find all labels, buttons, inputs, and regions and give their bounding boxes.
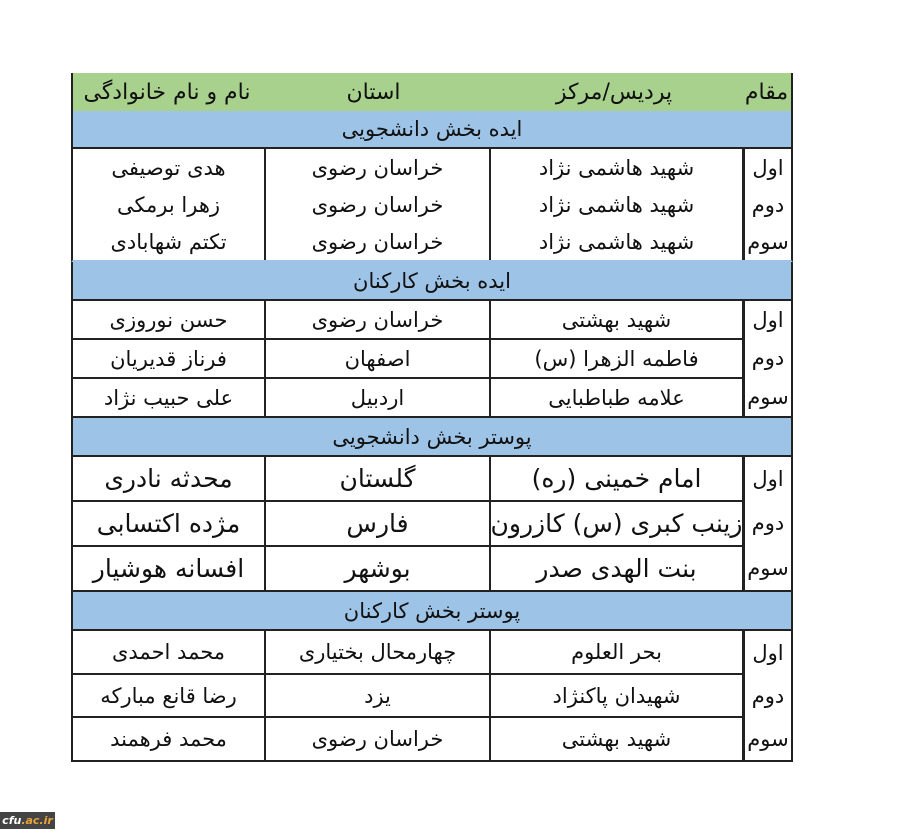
header-campus: پردیس/مرکز (555, 79, 673, 105)
rank-cell: اول (752, 467, 784, 492)
province-cell: خراسان رضوی (264, 149, 489, 186)
campus-cell: علامه طباطبایی (489, 379, 742, 416)
rank-cell: دوم (751, 346, 785, 371)
rank-column (742, 631, 791, 760)
name-cell: محمد احمدی (111, 639, 226, 664)
header-rank: مقام (744, 79, 789, 105)
campus-cell: امام خمینی (ره) (489, 457, 742, 500)
name-cell: هدی توصیفی (111, 155, 226, 180)
table-row (73, 545, 742, 590)
rank-cell: سوم (747, 726, 789, 751)
province-cell: فارس (264, 502, 489, 545)
name-cell: محمد فرهمند (110, 727, 227, 752)
watermark-part1: cfu (2, 814, 22, 827)
province-cell: خراسان رضوی (264, 186, 489, 223)
rank-cell: اول (752, 308, 784, 333)
site-watermark-logo (0, 812, 55, 829)
campus-cell: شهید هاشمی نژاد (489, 186, 742, 223)
rank-column (742, 457, 791, 590)
table-header (71, 73, 793, 111)
table-row (73, 223, 742, 260)
province-cell: بوشهر (264, 547, 489, 590)
table-row (73, 457, 742, 500)
campus-cell: شهید بهشتی (489, 301, 742, 338)
rank-cell: دوم (751, 192, 785, 217)
results-table (71, 73, 793, 762)
section-title: پوستر بخش دانشجویی (71, 418, 793, 457)
section-body (71, 457, 793, 592)
name-cell: محدثه نادری (104, 464, 233, 493)
table-row (73, 716, 742, 760)
province-cell: چهارمحال بختیاری (264, 631, 489, 673)
campus-cell: بنت الهدی صدر (489, 547, 742, 590)
table-row (73, 673, 742, 717)
rank-column (742, 149, 791, 260)
name-cell: افسانه هوشیار (92, 554, 245, 583)
table-row (73, 500, 742, 545)
rank-cell: سوم (747, 555, 789, 580)
header-province: استان (346, 79, 401, 105)
name-cell: حسن نوروزی (109, 307, 228, 332)
rank-cell: دوم (751, 683, 785, 708)
province-cell: یزد (264, 675, 489, 717)
section-body (71, 149, 793, 262)
table-row (73, 377, 742, 416)
name-cell: زهرا برمکی (116, 192, 221, 217)
table-row (73, 186, 742, 223)
province-cell: خراسان رضوی (264, 223, 489, 260)
name-cell: مژده اکتسابی (96, 509, 241, 538)
rank-cell: سوم (747, 229, 789, 254)
rank-cell: اول (752, 640, 784, 665)
name-cell: علی حبیب نژاد (103, 385, 234, 410)
province-cell: اردبیل (264, 379, 489, 416)
section-title: ایده بخش کارکنان (71, 262, 793, 301)
campus-cell: شهیدان پاکنژاد (489, 675, 742, 717)
name-cell: تکتم شهابادی (110, 229, 227, 254)
campus-cell: شهید هاشمی نژاد (489, 223, 742, 260)
rank-cell: سوم (747, 384, 789, 409)
section-title: پوستر بخش کارکنان (71, 592, 793, 631)
table-row (73, 149, 742, 186)
header-name: نام و نام خانوادگی (83, 79, 251, 105)
section-body (71, 301, 793, 418)
table-row (73, 338, 742, 377)
table-row (73, 631, 742, 673)
table-row (73, 301, 742, 338)
section-title: ایده بخش دانشجویی (71, 111, 793, 149)
rank-column (742, 301, 791, 416)
campus-cell: بحر العلوم (489, 631, 742, 673)
watermark-part2: .ac.ir (21, 814, 53, 827)
province-cell: اصفهان (264, 340, 489, 377)
province-cell: خراسان رضوی (264, 301, 489, 338)
campus-cell: شهید هاشمی نژاد (489, 149, 742, 186)
campus-cell: فاطمه الزهرا (س) (489, 340, 742, 377)
province-cell: خراسان رضوی (264, 718, 489, 760)
rank-cell: اول (752, 155, 784, 180)
name-cell: فرناز قدیریان (110, 346, 227, 371)
rank-cell: دوم (751, 511, 785, 536)
campus-cell: شهید بهشتی (489, 718, 742, 760)
section-body (71, 631, 793, 762)
campus-cell: زینب کبری (س) کازرون (489, 502, 742, 545)
name-cell: رضا قانع مبارکه (100, 683, 237, 708)
province-cell: گلستان (264, 457, 489, 500)
